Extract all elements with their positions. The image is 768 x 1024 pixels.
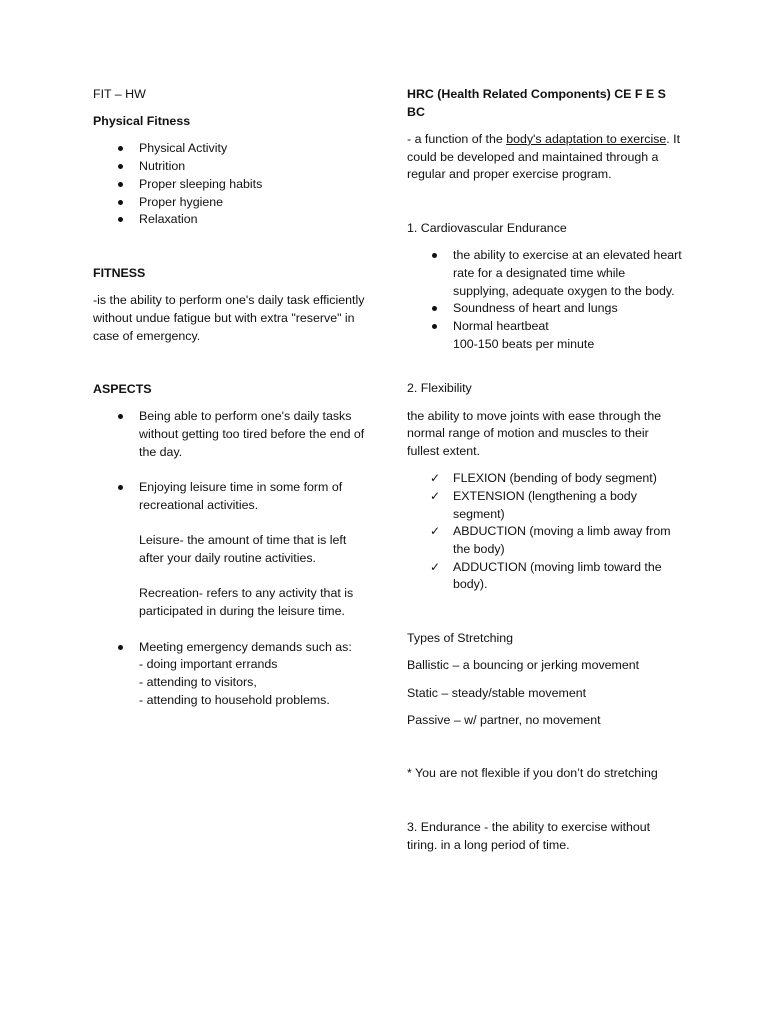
- list-item: Proper sleeping habits: [93, 176, 368, 194]
- list-item-label: EXTENSION (lengthening a body segment): [453, 488, 637, 521]
- hrc-intro: [407, 131, 682, 184]
- demand-item: - attending to visitors,: [139, 674, 257, 689]
- heartbeat-label: Normal heartbeat: [453, 319, 549, 334]
- list-item: Enjoying leisure time in some form of recreational activities.: [93, 479, 368, 514]
- list-item: Proper hygiene: [93, 194, 368, 212]
- physical-fitness-heading: Physical Fitness: [93, 114, 191, 129]
- cardio-list: [407, 247, 682, 353]
- list-item: Physical Activity: [93, 140, 368, 158]
- intro-underlined: body's adaptation to exercise: [506, 131, 667, 146]
- list-item: [407, 318, 682, 353]
- list-item-label: ADDUCTION (moving limb toward the body).: [453, 559, 662, 592]
- check-icon: ✓: [430, 524, 441, 539]
- passive-stretching: Passive – w/ partner, no movement: [407, 712, 601, 727]
- check-icon: ✓: [430, 559, 441, 574]
- demand-item: - attending to household problems.: [139, 692, 330, 707]
- flexibility-heading: 2. Flexibility: [407, 381, 472, 396]
- list-item: Nutrition: [93, 158, 368, 176]
- emergency-demands-label: Meeting emergency demands such as:: [139, 639, 352, 654]
- check-icon: ✓: [430, 488, 441, 503]
- static-stretching: Static – steady/stable movement: [407, 685, 587, 700]
- physical-fitness-list: [93, 140, 368, 229]
- left-column: [93, 86, 368, 709]
- doc-title: FIT – HW: [93, 87, 146, 101]
- demand-item: - doing important errands: [139, 657, 278, 672]
- flexibility-definition: the ability to move joints with ease through the normal range of motion and muscles to their fullest extent.: [407, 408, 662, 459]
- intro-suffix: . It could be developed and maintained through a regular and proper exercise program.: [407, 131, 681, 182]
- fitness-definition: -is the ability to perform one's daily task efficiently without undue fatigue but with extra "reserve" in case of emergency.: [93, 293, 365, 343]
- stretching-heading: Types of Stretching: [407, 631, 514, 646]
- list-item: [407, 523, 682, 558]
- leisure-definition: Leisure- the amount of time that is left after your daily routine activities.: [139, 533, 347, 566]
- list-item-label: FLEXION (bending of body segment): [453, 471, 657, 486]
- list-item: [407, 488, 682, 523]
- list-item: Being able to perform one's daily tasks without getting too tired before the end of the day.: [93, 408, 368, 461]
- list-item-label: ABDUCTION (moving a limb away from the body): [453, 524, 671, 557]
- list-item: [93, 639, 368, 710]
- aspects-heading: ASPECTS: [93, 382, 152, 397]
- stretching-note: * You are not flexible if you don’t do stretching: [407, 766, 658, 781]
- aspects-list: [93, 408, 368, 709]
- hrc-heading: HRC (Health Related Components) CE F E S BC: [407, 87, 666, 119]
- list-item: Soundness of heart and lungs: [407, 300, 682, 318]
- check-icon: ✓: [430, 471, 441, 486]
- intro-prefix: - a function of the: [407, 131, 507, 146]
- list-item: [407, 559, 682, 594]
- fitness-heading: FITNESS: [93, 265, 146, 280]
- list-item: Relaxation: [93, 211, 368, 229]
- flexibility-list: [407, 470, 682, 594]
- cardio-heading: 1. Cardiovascular Endurance: [407, 221, 567, 236]
- ballistic-stretching: Ballistic – a bouncing or jerking movement: [407, 658, 640, 673]
- heartbeat-range: 100-150 beats per minute: [453, 336, 595, 351]
- endurance-definition: 3. Endurance - the ability to exercise without tiring. in a long period of time.: [407, 820, 651, 852]
- right-column: [407, 86, 682, 855]
- list-item: the ability to exercise at an elevated heart rate for a designated time while supplying, adequate oxygen to the body.: [407, 247, 682, 300]
- recreation-definition: Recreation- refers to any activity that is participated in during the leisure time.: [139, 586, 354, 619]
- list-item: [407, 470, 682, 488]
